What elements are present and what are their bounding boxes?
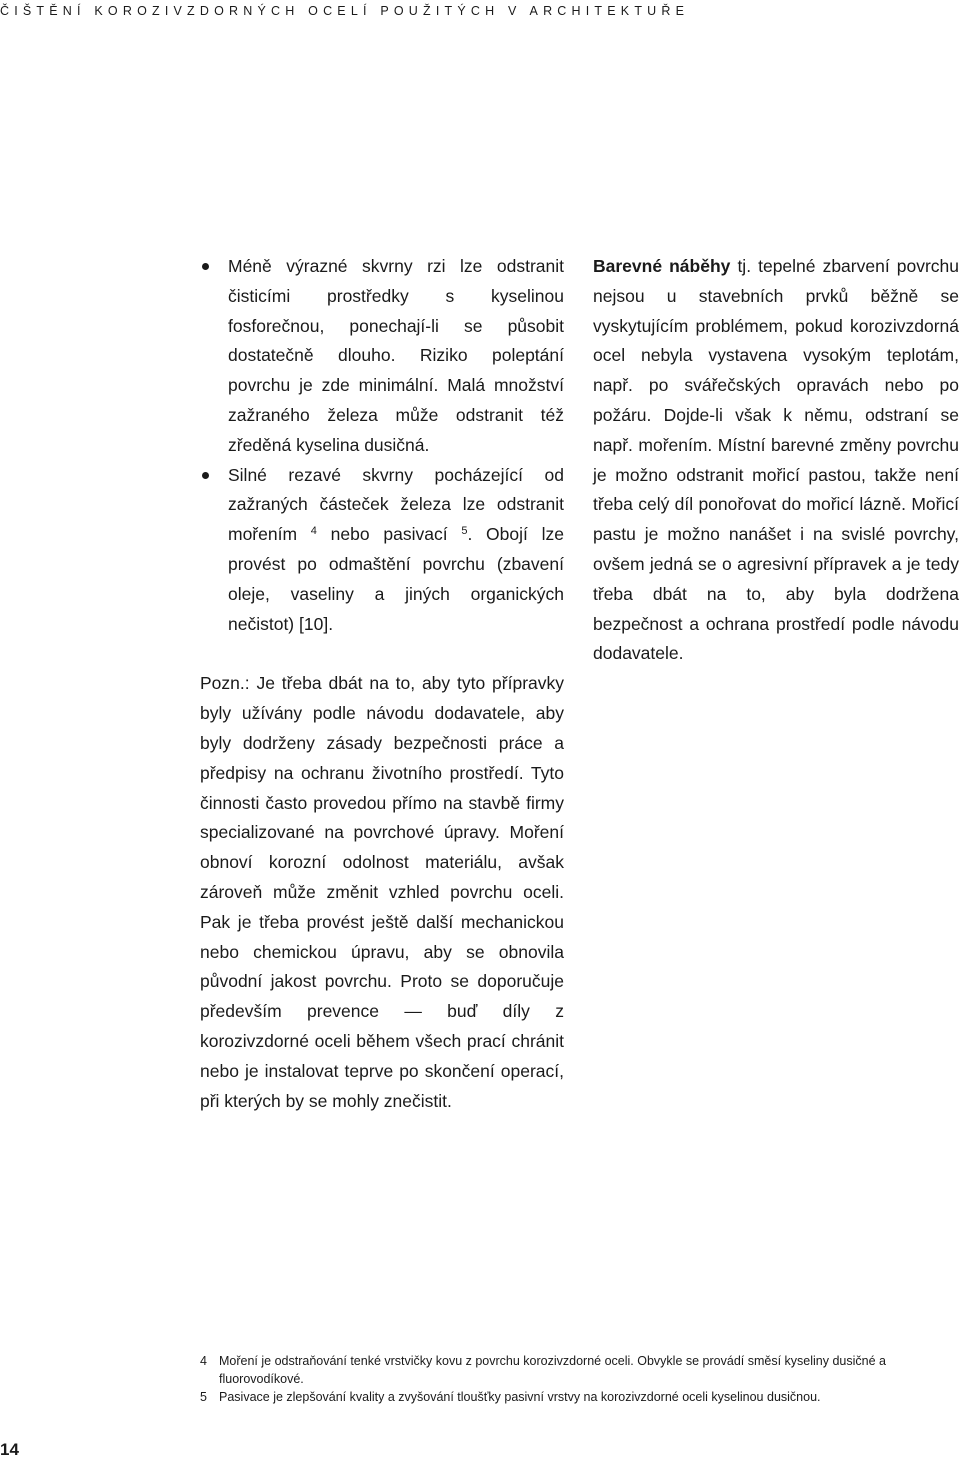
footnote-ref-4[interactable]: 4 (310, 525, 317, 538)
paragraph-text: tj. tepelné zbarvení povrchu nejsou u stavebních prvků běžně se vyskytujícím problémem, pokud korozivzdorná ocel nebyla vystavena vysokým teplotám, např. po svářečských opravách nebo po požáru. Dojde-li však k němu, odstraní se např. mořením. Místní barevné změny povrchu je možno odstranit mořicí pastou, takže není třeba celý díl ponořovat do mořicí lázně. Mořicí pastu je možno nanášet i na svislé povrchy, ovšem jedná se o agresivní přípravek a je tedy třeba dbát na to, aby byla dodržena bezpečnost a ochrana prostředí podle návodu dodavatele. (593, 256, 959, 664)
footnote-4 (200, 1352, 960, 1388)
note-lead: Pozn. (200, 673, 245, 694)
bullet-item-heavy-rust (200, 461, 564, 640)
bullet-text-part: nebo pasivací (316, 524, 462, 545)
page-number: 14 (0, 1440, 19, 1459)
note-paragraph (200, 669, 564, 1116)
footnote-text: Pasivace je zlepšování kvality a zvyšování tloušťky pasivní vrstvy na korozivzdorné oceli kyselinou dusičnou. (219, 1390, 821, 1404)
bullet-text-part: . Obojí lze provést po odmaštění povrchu (zbavení oleje, vaseliny a jiných organických nečistot) [10]. (228, 524, 564, 634)
bullet-text: Méně výrazné skvrny rzi lze odstranit čisticími prostředky s kyselinou fosforečnou, ponechají-li se působit dostatečně dlouho. Riziko poleptání povrchu je zde minimální. Malá množství zažraného železa může odstranit též zředěná kyselina dusičná. (228, 256, 564, 455)
footnote-number: 4 (200, 1354, 207, 1368)
footnote-ref-5[interactable]: 5 (461, 525, 468, 538)
running-header: ČIŠTĚNÍ KOROZIVZDORNÝCH OCELÍ POUŽITÝCH V ARCHITEKTUŘE (0, 4, 690, 18)
right-column (593, 252, 959, 669)
footnotes (200, 1352, 960, 1406)
paragraph-lead: Barevné náběhy (593, 256, 731, 276)
bullet-text-part: Silné rezavé skvrny pocházející od zažraných částeček železa lze odstranit mořením (228, 464, 564, 545)
left-column (200, 252, 564, 1116)
footnote-text: Moření je odstraňování tenké vrstvičky kovu z povrchu korozivzdorné oceli. Obvykle se provádí směsí kyseliny dusičné a fluorovodíkové. (219, 1354, 886, 1386)
footnote-number: 5 (200, 1390, 207, 1404)
bullet-item-rust-stains (200, 252, 564, 461)
footnote-5 (200, 1388, 960, 1406)
note-text: : Je třeba dbát na to, aby tyto přípravky byly užívány podle návodu dodavatele, aby byly dodrženy zásady bezpečnosti práce a předpisy na ochranu životního prostředí. Tyto činnosti často provedou přímo na stavbě firmy specializované na povrchové úpravy. Moření obnoví korozní odolnost materiálu, avšak zároveň může změnit vzhled povrchu oceli. Pak je třeba provést ještě další mechanickou nebo chemickou úpravu, aby se obnovila původní jakost povrchu. Proto se doporučuje především prevence — buď díly z korozivzdorné oceli během všech prací chránit nebo je instalovat teprve po skončení operací, při kterých by se mohly znečistit. (200, 673, 564, 1111)
bullet-list (200, 252, 564, 639)
heat-tint-paragraph (593, 252, 959, 669)
